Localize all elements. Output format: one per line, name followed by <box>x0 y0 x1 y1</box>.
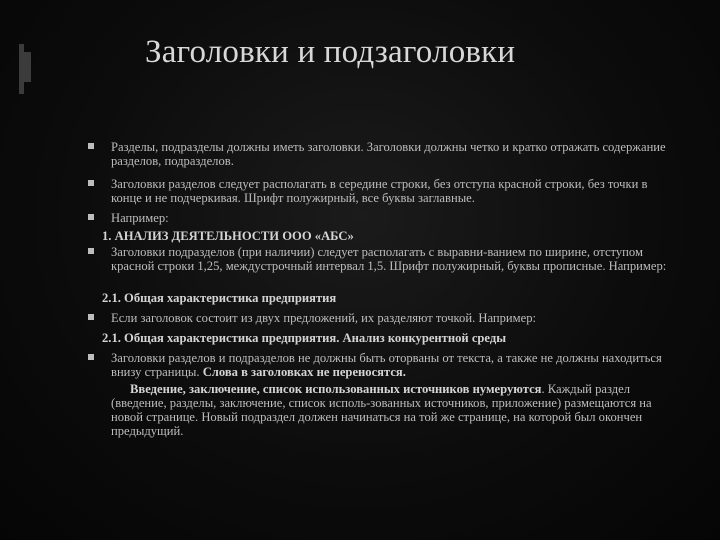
closing-paragraph-text: . Каждый раздел (введение, разделы, заключение, список исполь-зованных источников, приложение) размещаются на новой странице. Новый подраздел должен начинаться на той же странице, на которой был окончен предыдущий. <box>111 382 652 438</box>
example-subheading: 2.1. Общая характеристика предприятия <box>102 291 337 305</box>
bullet-marker-icon <box>88 354 94 360</box>
bullet-marker-icon <box>88 143 94 149</box>
bullet-item <box>80 311 680 325</box>
closing-paragraph-bold: Введение, заключение, список использованных источников нумеруются <box>130 382 542 396</box>
bullet-item <box>80 245 680 287</box>
bullet-marker-icon <box>88 314 94 320</box>
bullet-text-bold: Слова в заголовках не переносятся. <box>202 365 406 379</box>
example-subheading-two: 2.1. Общая характеристика предприятия. Анализ конкурентной среды <box>102 331 507 345</box>
bullet-text: Заголовки разделов и подразделов не должны быть оторваны от текста, а также не должны находиться внизу страницы. <box>111 351 662 379</box>
example-heading: 1. АНАЛИЗ ДЕЯТЕЛЬНОСТИ ООО «АБС» <box>102 229 354 243</box>
bullet-marker-icon <box>88 248 94 254</box>
slide-content <box>80 140 680 438</box>
bullet-text: Если заголовок состоит из двух предложений, их разделяют точкой. Например: <box>111 311 537 325</box>
bullet-item <box>80 177 680 205</box>
bullet-marker-icon <box>88 214 94 220</box>
bullet-item <box>80 211 680 225</box>
bullet-text: Например: <box>111 211 169 225</box>
bullet-text: Заголовки подразделов (при наличии) следует располагать с выравни-ванием по ширине, отступом красной строки 1,25, междустрочный интервал 1,5. Шрифт полужирный, буквы прописные. Например: <box>111 245 667 273</box>
closing-paragraph <box>80 382 680 438</box>
bullet-item <box>80 351 680 379</box>
bullet-item <box>80 140 680 168</box>
decor-bar-thick <box>19 52 31 82</box>
bullet-text: Разделы, подразделы должны иметь заголовки. Заголовки должны четко и кратко отражать содержание разделов, подразделов. <box>111 140 666 168</box>
bullet-text: Заголовки разделов следует располагать в середине строки, без отступа красной строки, без точки в конце и не подчеркивая. Шрифт полужирный, все буквы заглавные. <box>111 177 648 205</box>
bullet-marker-icon <box>88 180 94 186</box>
slide-title: Заголовки и подзаголовки <box>145 34 516 70</box>
